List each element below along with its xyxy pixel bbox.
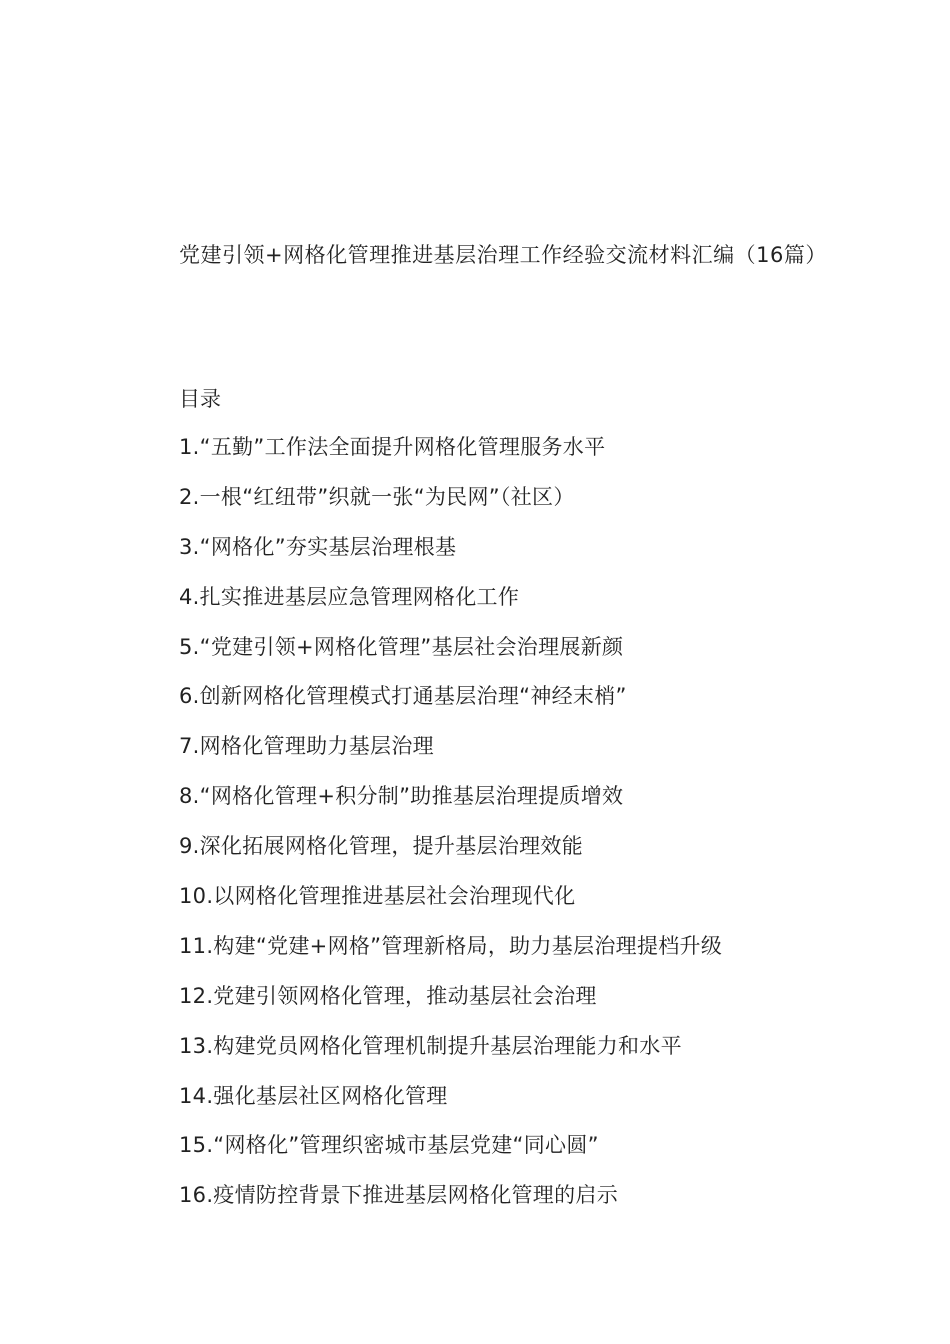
document-title: 党建引领+网格化管理推进基层治理工作经验交流材料汇编（16篇） (179, 243, 827, 267)
table-of-contents (179, 432, 722, 1230)
toc-heading: 目录 (179, 387, 221, 411)
toc-item-5: 5.“党建引领+网格化管理”基层社会治理展新颜 (179, 634, 624, 659)
toc-item-3: 3.“网格化”夯实基层治理根基 (179, 534, 457, 559)
toc-item-14: 14.强化基层社区网格化管理 (179, 1083, 448, 1108)
toc-item-16: 16.疫情防控背景下推进基层网格化管理的启示 (179, 1183, 618, 1208)
toc-item-7: 7.网格化管理助力基层治理 (179, 734, 434, 759)
toc-item-9: 9.深化拓展网格化管理，提升基层治理效能 (179, 834, 584, 859)
toc-item-8: 8.“网格化管理+积分制”助推基层治理提质增效 (179, 784, 624, 809)
toc-item-1: 1.“五勤”工作法全面提升网格化管理服务水平 (179, 435, 606, 459)
toc-item-4: 4.扎实推进基层应急管理网格化工作 (179, 584, 520, 609)
toc-item-2: 2.一根“红纽带”织就一张“为民网”（社区） (179, 484, 575, 509)
toc-item-11: 11.构建“党建+网格”管理新格局，助力基层治理提档升级 (179, 933, 723, 958)
toc-item-10: 10.以网格化管理推进基层社会治理现代化 (179, 884, 576, 909)
toc-item-6: 6.创新网格化管理模式打通基层治理“神经末梢” (179, 684, 627, 709)
toc-item-12: 12.党建引领网格化管理，推动基层社会治理 (179, 983, 597, 1008)
toc-item-15: 15.“网格化”管理织密城市基层党建“同心圆” (179, 1133, 599, 1158)
toc-item-13: 13.构建党员网格化管理机制提升基层治理能力和水平 (179, 1033, 682, 1058)
